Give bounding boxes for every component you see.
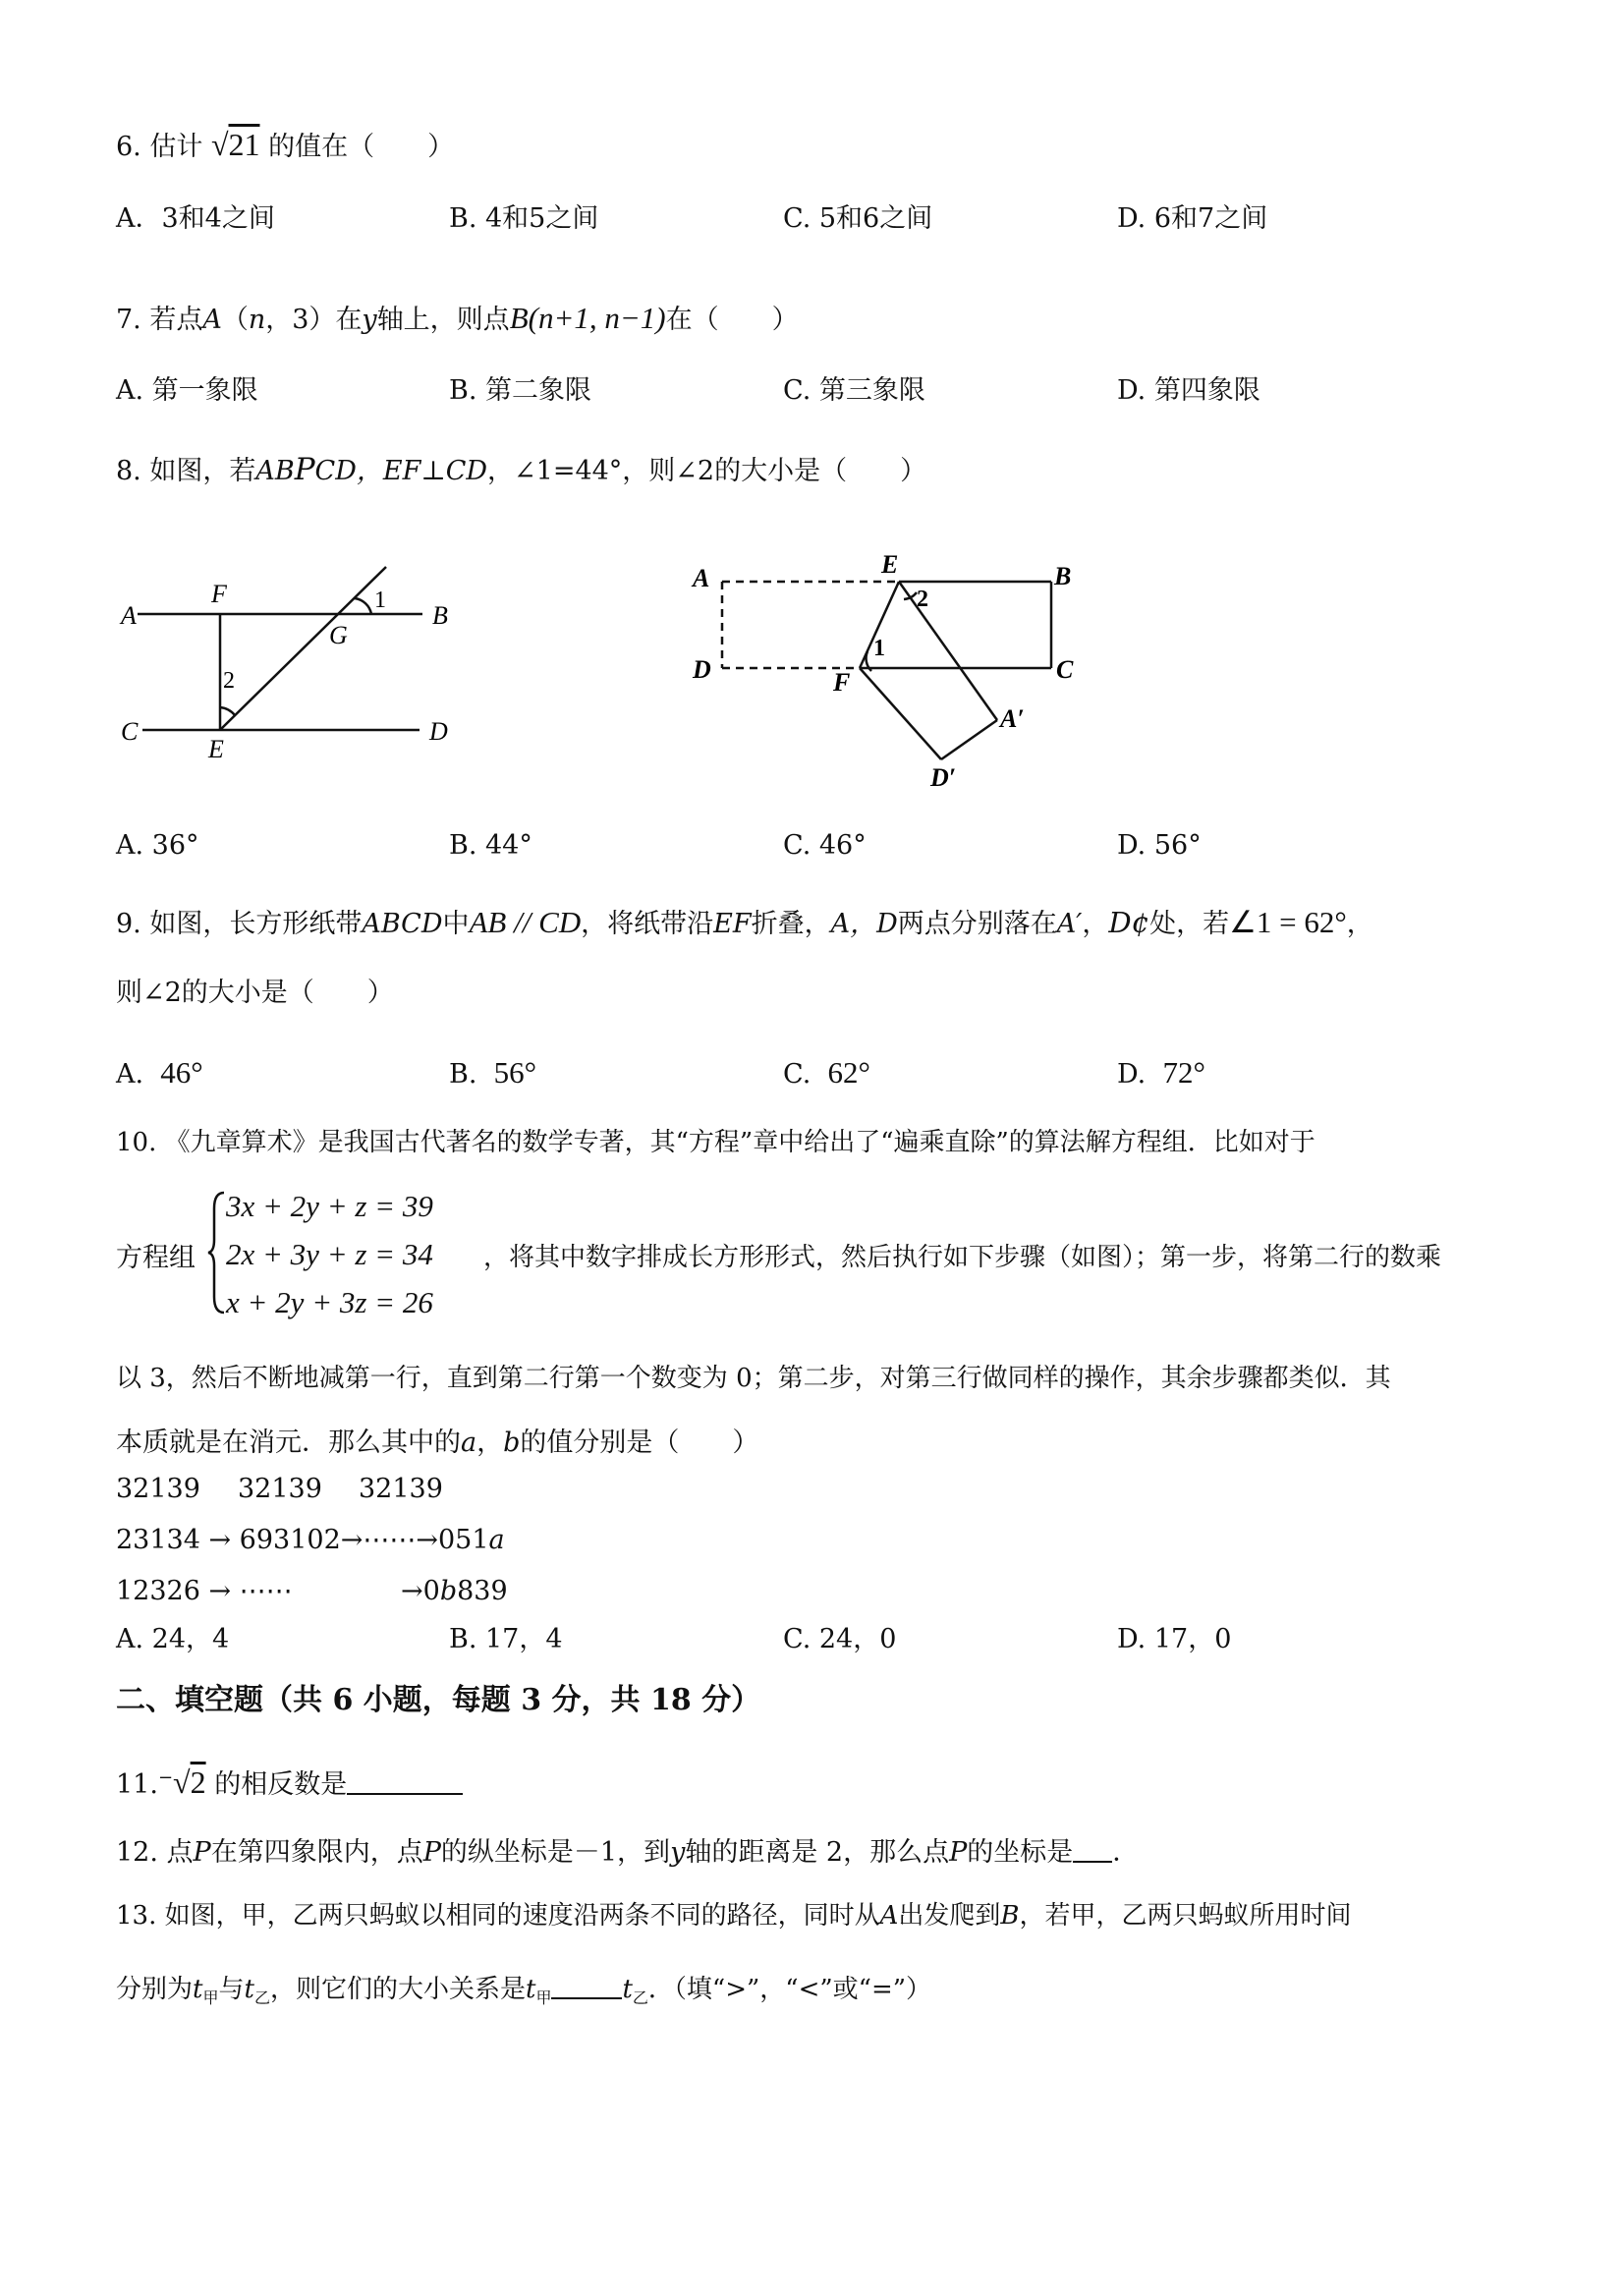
fig8-label-c: C bbox=[121, 717, 139, 746]
fig9-label-b: B bbox=[1054, 562, 1072, 590]
q7-option-b: B. 第二象限 bbox=[449, 375, 592, 406]
q11-stem: 11.−√2 的相反数是 bbox=[116, 1764, 463, 1801]
q6-stem: 6. 估计 √21 的值在（ ） bbox=[116, 127, 455, 162]
q10-stem-line1: 10. 《九章算术》是我国古代著名的数学专著，其“方程”章中给出了“遍乘直除”的算法解方程组．比如对于 bbox=[116, 1128, 1315, 1157]
q7-stem: 7. 若点A（n，3）在y轴上，则点B(n+1, n−1)在（ ） bbox=[116, 301, 799, 335]
q7-option-a: A. 第一象限 bbox=[116, 375, 258, 406]
answer-blank-q12[interactable] bbox=[1073, 1839, 1112, 1863]
q8-option-c: C. 46° bbox=[783, 830, 867, 861]
q10-system-prefix: 方程组 bbox=[116, 1243, 196, 1273]
q10-option-d: D. 17，0 bbox=[1117, 1624, 1232, 1654]
fig9-label-d1: D′ bbox=[930, 763, 957, 792]
q9-option-c: C. 62° bbox=[783, 1055, 870, 1090]
q6-option-c: C. 5和6之间 bbox=[783, 203, 933, 234]
matrix-row2: 23134 → 693102→⋯⋯→051a bbox=[116, 1525, 505, 1555]
q12-stem: 12. 点P在第四象限内，点P的纵坐标是－1，到y轴的距离是 2，那么点P的坐标是 ． bbox=[116, 1837, 1140, 1868]
system-equation-1: 3x + 2y + z = 39 bbox=[226, 1189, 433, 1223]
system-equation-3: x + 2y + 3z = 26 bbox=[226, 1285, 433, 1319]
matrix-row1-col1: 32139 bbox=[116, 1474, 200, 1504]
system-equation-2: 2x + 3y + z = 34 bbox=[226, 1237, 433, 1271]
answer-blank-q11[interactable] bbox=[347, 1771, 463, 1795]
q8-stem: 8. 如图，若ABPCD，EF⊥CD，∠1=44°，则∠2的大小是（ ） bbox=[116, 452, 927, 487]
fig8-label-e: E bbox=[208, 735, 224, 763]
sqrt-21: √21 bbox=[210, 127, 260, 162]
q6-option-b: B. 4和5之间 bbox=[449, 203, 599, 234]
q6-option-a: A．3和4之间 bbox=[116, 203, 275, 234]
q8-option-a: A. 36° bbox=[116, 830, 199, 861]
q9-stem-line2: 则∠2的大小是（ ） bbox=[116, 978, 394, 1008]
fig8-label-2: 2 bbox=[223, 668, 235, 694]
q8-figure bbox=[113, 555, 467, 776]
q7-option-c: C. 第三象限 bbox=[783, 375, 925, 406]
matrix-row1-col3: 32139 bbox=[359, 1474, 443, 1504]
fig9-label-a1: A′ bbox=[1000, 704, 1025, 733]
q13-stem-line2: 分别为$t_甲$与$t_乙$，则它们的大小关系是$t_甲$ $t_乙$．（填“>”，“<”或“=”） bbox=[116, 1975, 932, 2007]
matrix-row3-left: 12326 → ⋯⋯ bbox=[116, 1576, 293, 1606]
fig9-label-1: 1 bbox=[873, 636, 885, 661]
fig8-label-d: D bbox=[429, 717, 448, 746]
q9-option-d: D. 72° bbox=[1117, 1055, 1205, 1090]
fig9-label-e: E bbox=[881, 550, 899, 579]
fig9-label-c: C bbox=[1056, 655, 1074, 684]
fig9-label-f: F bbox=[833, 668, 851, 697]
answer-blank-q13[interactable] bbox=[551, 1976, 622, 1999]
system-brace bbox=[206, 1189, 228, 1316]
fig9-label-2: 2 bbox=[917, 587, 928, 612]
fig8-label-g: G bbox=[329, 621, 348, 649]
sqrt-2: √2 bbox=[173, 1764, 206, 1800]
q9-figure bbox=[683, 545, 1095, 806]
fig9-label-d: D bbox=[693, 655, 711, 684]
q6-option-d: D. 6和7之间 bbox=[1117, 203, 1268, 234]
q10-system-after: ，将其中数字排成长方形形式，然后执行如下步骤（如图）；第一步，将第二行的数乘 bbox=[483, 1243, 1442, 1272]
q9-stem-line1: 9. 如图，长方形纸带ABCD中AB // CD，将纸带沿EF折叠，A，D两点分别落在A′，D¢处，若∠1 = 62°， bbox=[116, 905, 1373, 939]
q10-option-a: A. 24，4 bbox=[116, 1624, 230, 1654]
q10-option-c: C. 24，0 bbox=[783, 1624, 897, 1654]
fig8-label-1: 1 bbox=[374, 588, 386, 613]
section-heading: 二、填空题（共 6 小题，每题 3 分，共 18 分） bbox=[116, 1683, 761, 1717]
fig8-label-a: A bbox=[121, 601, 137, 630]
fig9-label-a: A bbox=[693, 564, 710, 592]
q13-stem-line1: 13. 如图，甲，乙两只蚂蚁以相同的速度沿两条不同的路径，同时从A出发爬到B，若甲，乙两只蚂蚁所用时间 bbox=[116, 1901, 1352, 1931]
q7-option-d: D. 第四象限 bbox=[1117, 375, 1260, 406]
q10-stem-line3: 以 3，然后不断地减第一行，直到第二行第一个数变为 0；第二步，对第三行做同样的操作，其余步骤都类似．其 bbox=[116, 1364, 1391, 1393]
q8-option-d: D. 56° bbox=[1117, 830, 1202, 861]
q8-option-b: B. 44° bbox=[449, 830, 532, 861]
q10-stem-line4: 本质就是在消元．那么其中的a，b的值分别是（ ） bbox=[116, 1428, 759, 1458]
fig8-label-f: F bbox=[211, 580, 227, 608]
matrix-row3-right: →0b839 bbox=[401, 1576, 508, 1606]
q10-option-b: B. 17，4 bbox=[449, 1624, 563, 1654]
fig8-label-b: B bbox=[432, 601, 448, 630]
q9-option-b: B. 56° bbox=[449, 1055, 537, 1090]
q9-option-a: A. 46° bbox=[116, 1055, 203, 1090]
matrix-row1-col2: 32139 bbox=[238, 1474, 322, 1504]
